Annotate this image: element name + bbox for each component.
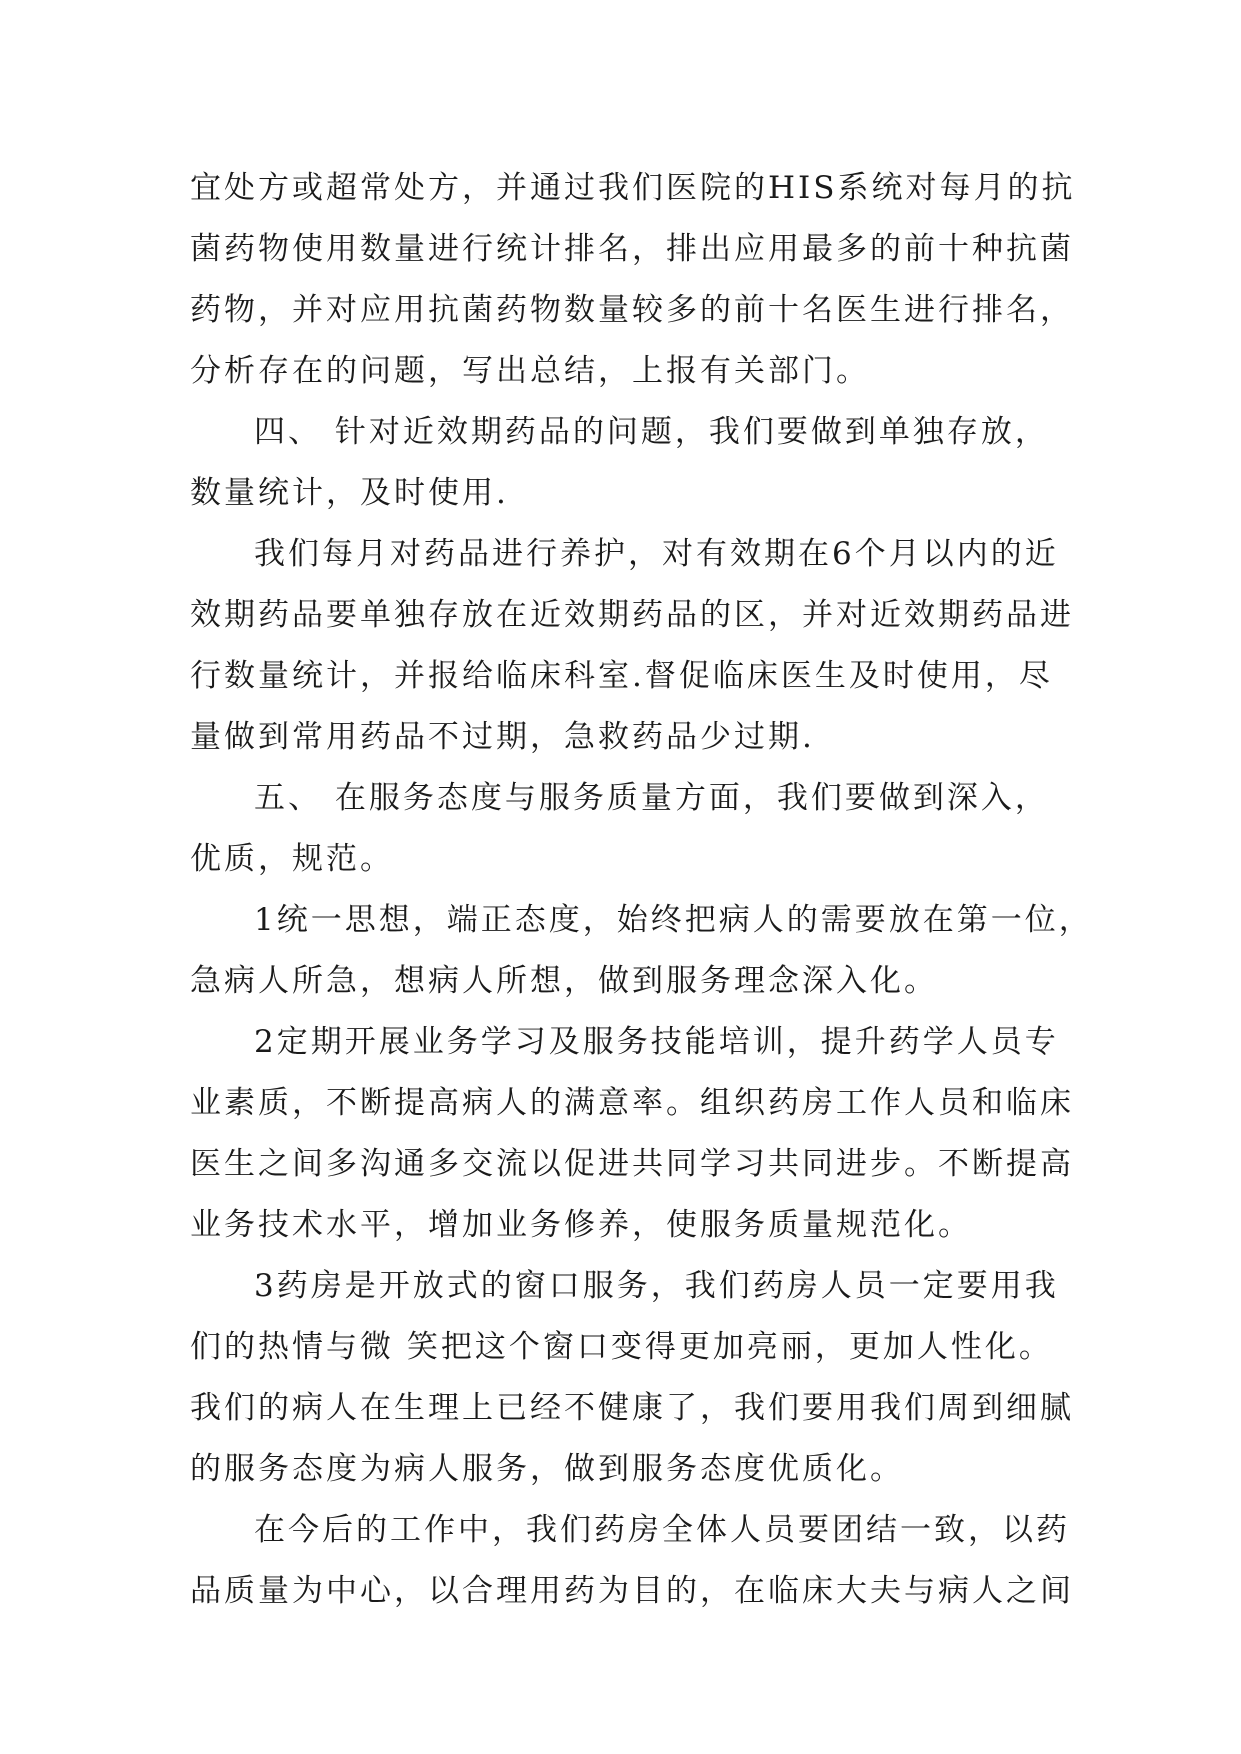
text-line: 菌药物使用数量进行统计排名，排出应用最多的前十种抗菌 <box>190 231 1074 267</box>
text-line: 在今后的工作中，我们药房全体人员要团结一致，以药 <box>254 1512 1070 1548</box>
text-line: 急病人所急，想病人所想，做到服务理念深入化。 <box>190 963 938 999</box>
text-line: 的服务态度为病人服务，做到服务态度优质化。 <box>190 1451 904 1487</box>
paragraph <box>190 1500 1074 1622</box>
paragraph <box>190 158 1076 402</box>
paragraph <box>190 1256 1074 1500</box>
text-line: 优质，规范。 <box>190 841 394 877</box>
text-line: 们的热情与微 笑把这个窗口变得更加亮丽，更加人性化。 <box>190 1329 1053 1365</box>
text-line: 我们每月对药品进行养护，对有效期在6个月以内的近 <box>254 536 1059 572</box>
text-line: 行数量统计，并报给临床科室.督促临床医生及时使用，尽 <box>190 658 1053 694</box>
text-line: 四、 针对近效期药品的问题，我们要做到单独存放， <box>254 414 1049 450</box>
text-line: 量做到常用药品不过期，急救药品少过期. <box>190 719 815 755</box>
text-line: 五、 在服务态度与服务质量方面，我们要做到深入， <box>254 780 1049 816</box>
text-line: 品质量为中心，以合理用药为目的，在临床大夫与病人之间 <box>190 1573 1074 1609</box>
text-line: 3药房是开放式的窗口服务，我们药房人员一定要用我 <box>254 1268 1059 1304</box>
text-line: 医生之间多沟通多交流以促进共同学习共同进步。不断提高 <box>190 1146 1074 1182</box>
text-line: 数量统计，及时使用. <box>190 475 509 511</box>
text-line: 业素质，不断提高病人的满意率。组织药房工作人员和临床 <box>190 1085 1074 1121</box>
text-line: 2定期开展业务学习及服务技能培训，提升药学人员专 <box>254 1024 1059 1060</box>
text-line: 宜处方或超常处方，并通过我们医院的HIS系统对每月的抗 <box>190 170 1076 206</box>
paragraph <box>190 768 1050 890</box>
text-line: 药物，并对应用抗菌药物数量较多的前十名医生进行排名， <box>190 292 1074 328</box>
paragraph <box>190 524 1074 768</box>
document-body <box>190 158 1093 1622</box>
text-line: 我们的病人在生理上已经不健康了，我们要用我们周到细腻 <box>190 1390 1074 1426</box>
text-line: 效期药品要单独存放在近效期药品的区，并对近效期药品进 <box>190 597 1074 633</box>
paragraph <box>190 1012 1074 1256</box>
paragraph <box>190 402 1050 524</box>
text-line: 业务技术水平，增加业务修养，使服务质量规范化。 <box>190 1207 972 1243</box>
paragraph <box>190 890 1093 1012</box>
text-line: 1统一思想，端正态度，始终把病人的需要放在第一位， <box>254 902 1093 938</box>
text-line: 分析存在的问题，写出总结，上报有关部门。 <box>190 353 870 389</box>
